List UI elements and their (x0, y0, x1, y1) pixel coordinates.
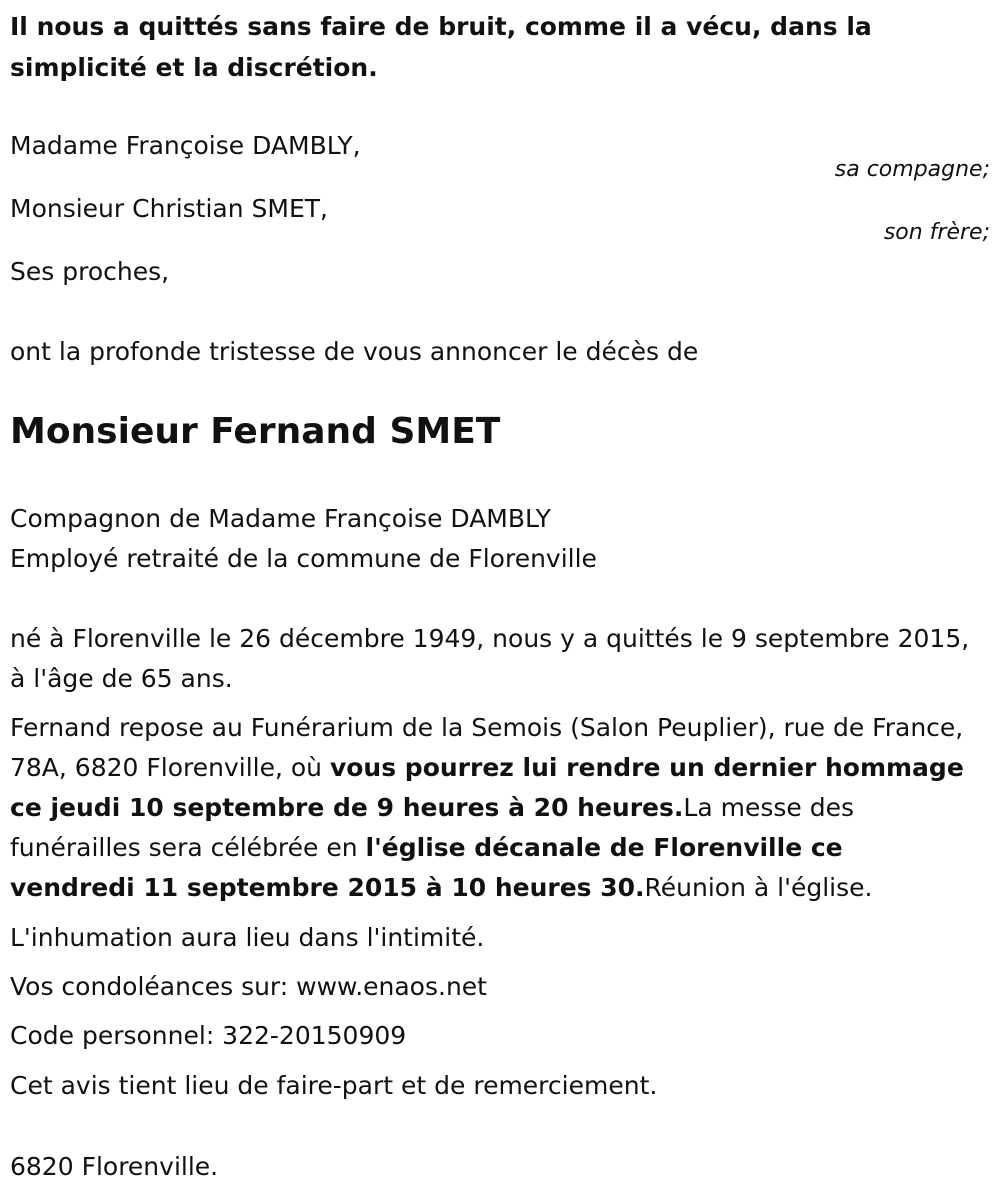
condolences-text: Vos condoléances sur: www.enaos.net (10, 972, 487, 1001)
funeral-paragraph (10, 708, 970, 908)
personal-code: Code personnel: 322-20150909 (10, 1021, 407, 1050)
funeral-visitation-highlight: vous pourrez lui rendre un dernier hommage ce jeudi 10 septembre de 9 heures à 20 heures. (10, 753, 964, 822)
deceased-name: Monsieur Fernand SMET (10, 411, 501, 452)
family-member-relation: sa compagne; (834, 157, 990, 182)
family-member-name: Monsieur Christian SMET, (10, 194, 328, 223)
funeral-text: La messe des funérailles sera célébrée en (10, 793, 854, 862)
family-member-name: Madame Françoise DAMBLY, (10, 131, 361, 160)
funeral-text: Fernand repose au Funérarium de la Semois (Salon Peuplier), rue de France, 78A, 6820 Florenville, où (10, 713, 964, 782)
description-companion: Compagnon de Madame Françoise DAMBLY (10, 504, 551, 533)
announcement-text: ont la profonde tristesse de vous annoncer le décès de (10, 337, 699, 366)
birth-death-paragraph: né à Florenville le 26 décembre 1949, nous y a quittés le 9 septembre 2015, à l'âge de 65 ans. (10, 624, 970, 693)
funeral-mass-highlight: l'église décanale de Florenville ce vendredi 11 septembre 2015 à 10 heures 30. (10, 833, 843, 902)
description-occupation: Employé retraité de la commune de Florenville (10, 544, 597, 573)
intro-quote: Il nous a quittés sans faire de bruit, comme il a vécu, dans la simplicité et la discrétion. (10, 12, 872, 82)
family-member-relation: son frère; (883, 220, 990, 245)
address-text: 6820 Florenville. (10, 1152, 219, 1181)
burial-text: L'inhumation aura lieu dans l'intimité. (10, 923, 485, 952)
notice-text: Cet avis tient lieu de faire-part et de remerciement. (10, 1071, 658, 1100)
family-member-name: Ses proches, (10, 257, 170, 286)
funeral-text: Réunion à l'église. (644, 873, 873, 902)
